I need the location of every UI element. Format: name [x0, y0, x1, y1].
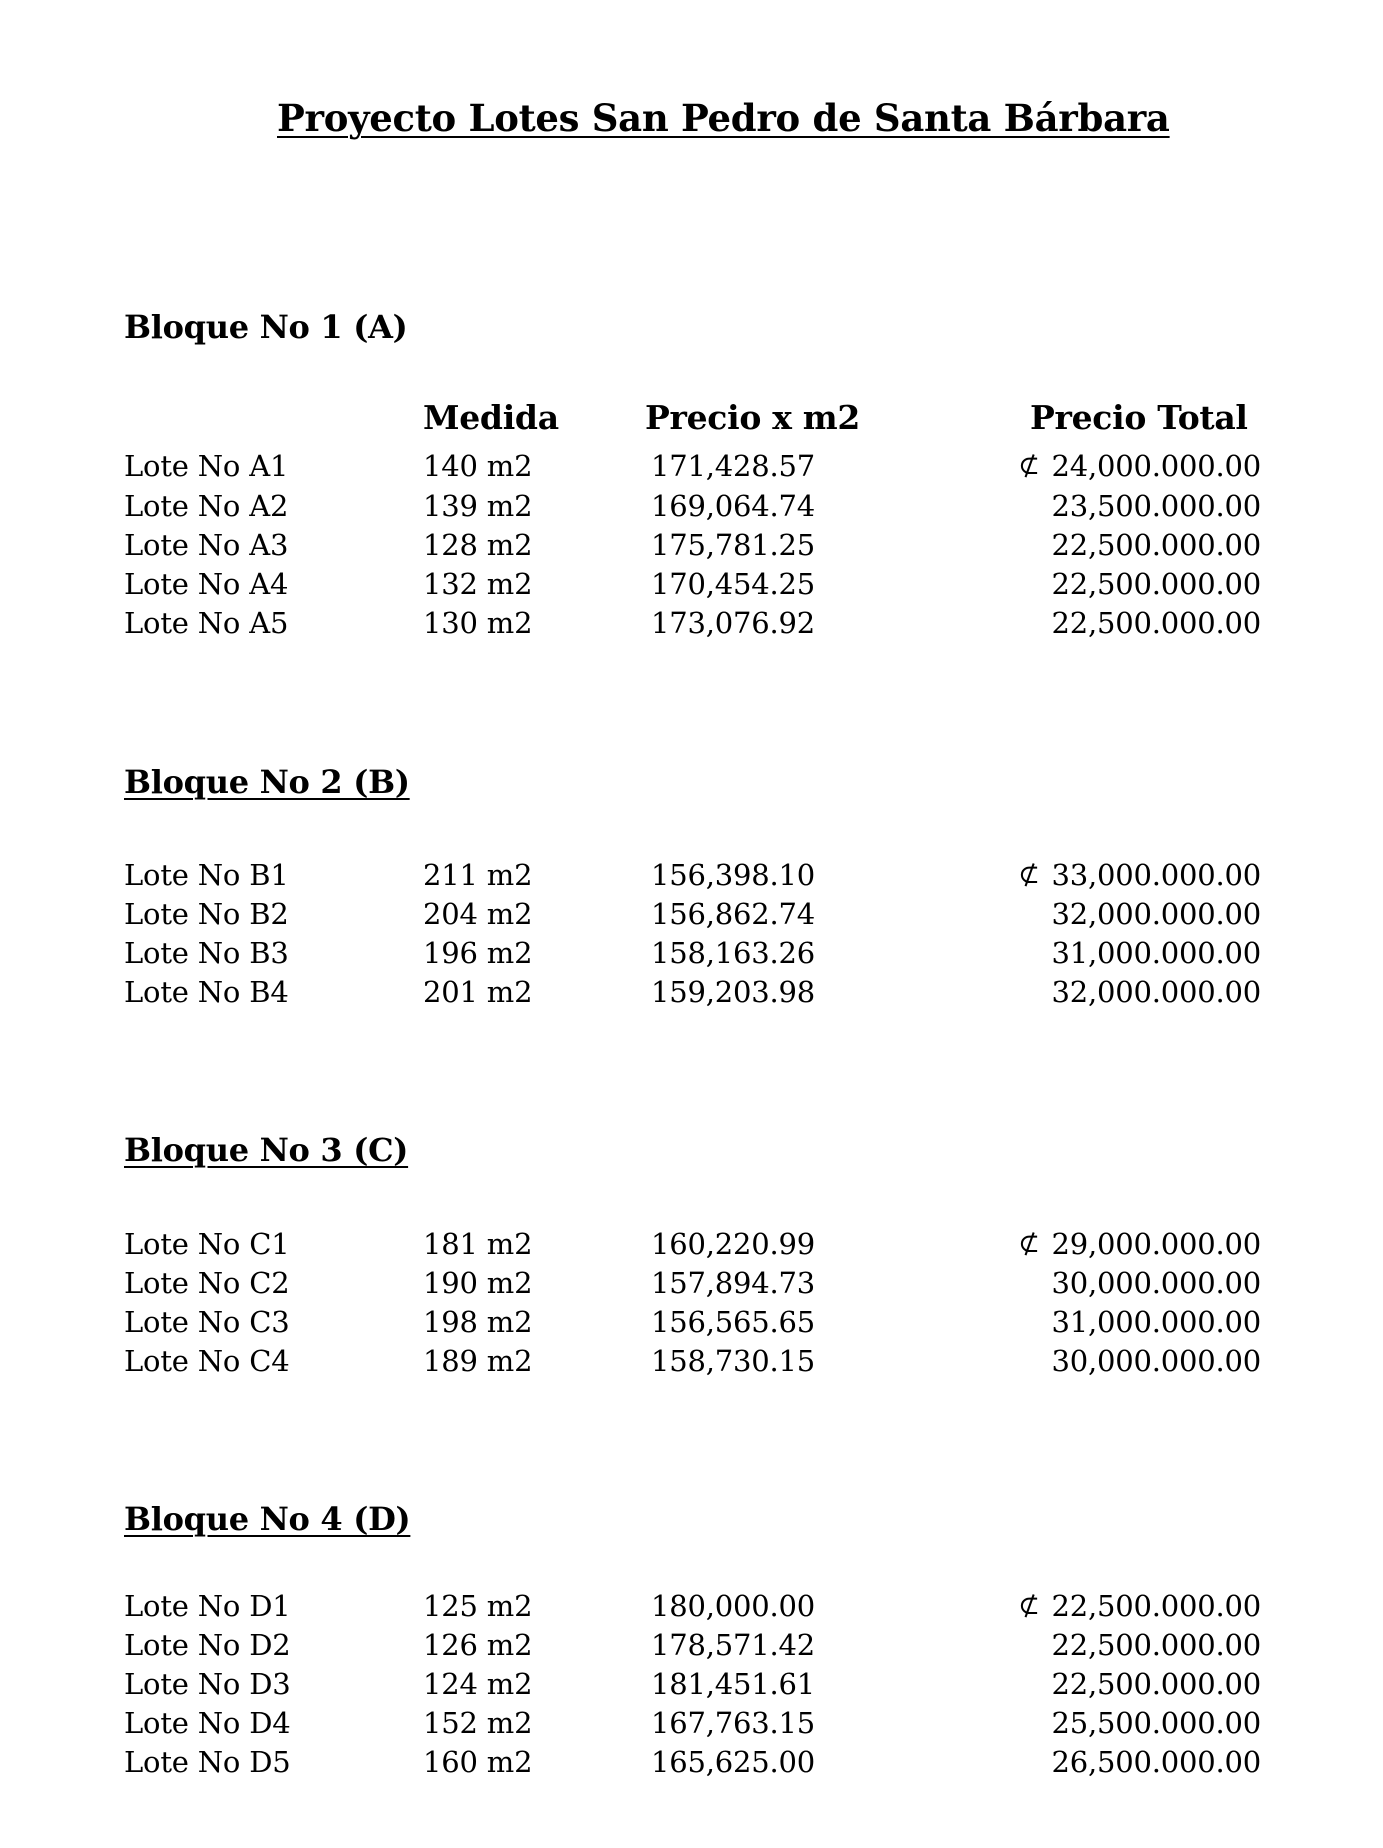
precio-total-cell: 30,000.000.00	[1051, 1266, 1261, 1300]
lote-cell: Lote No C3	[124, 1305, 290, 1339]
lote-cell: Lote No C1	[124, 1227, 290, 1261]
precio-total-cell: 33,000.000.00	[1051, 858, 1261, 892]
medida-cell: 190 m2	[423, 1266, 533, 1300]
lote-cell: Lote No B3	[124, 936, 289, 970]
table-row	[0, 486, 1383, 526]
lote-cell: Lote No D1	[124, 1589, 291, 1623]
precio-total-cell: 32,000.000.00	[1051, 897, 1261, 931]
precio-total-cell: 32,000.000.00	[1051, 975, 1261, 1009]
medida-cell: 201 m2	[423, 975, 533, 1009]
medida-cell: 128 m2	[423, 528, 533, 562]
table-row	[0, 603, 1383, 643]
medida-cell: 130 m2	[423, 606, 533, 640]
medida-cell: 160 m2	[423, 1745, 533, 1779]
precio-m2-cell: 159,203.98	[651, 975, 816, 1009]
medida-cell: 126 m2	[423, 1628, 533, 1662]
precio-total-cell: 22,500.000.00	[1051, 1589, 1261, 1623]
precio-m2-cell: 167,763.15	[651, 1706, 816, 1740]
table-row	[0, 1703, 1383, 1743]
table-row	[0, 1341, 1383, 1381]
precio-m2-cell: 173,076.92	[651, 606, 816, 640]
lote-cell: Lote No A2	[124, 489, 289, 523]
table-row	[0, 1224, 1383, 1264]
medida-cell: 152 m2	[423, 1706, 533, 1740]
table-row	[0, 446, 1383, 486]
precio-m2-cell: 165,625.00	[651, 1745, 816, 1779]
document-title: Proyecto Lotes San Pedro de Santa Bárbara	[277, 96, 1170, 140]
lote-cell: Lote No D5	[124, 1745, 291, 1779]
precio-total-cell: 25,500.000.00	[1051, 1706, 1261, 1740]
lote-cell: Lote No B1	[124, 858, 289, 892]
lote-cell: Lote No D3	[124, 1667, 291, 1701]
precio-m2-cell: 156,565.65	[651, 1305, 816, 1339]
precio-m2-cell: 175,781.25	[651, 528, 816, 562]
medida-cell: 132 m2	[423, 567, 533, 601]
precio-total-cell: 31,000.000.00	[1051, 936, 1261, 970]
precio-m2-cell: 158,730.15	[651, 1344, 816, 1378]
precio-m2-cell: 156,862.74	[651, 897, 816, 931]
precio-total-cell: 22,500.000.00	[1051, 528, 1261, 562]
precio-total-cell: 23,500.000.00	[1051, 489, 1261, 523]
precio-m2-cell: 156,398.10	[651, 858, 816, 892]
precio-m2-cell: 181,451.61	[651, 1667, 816, 1701]
medida-cell: 189 m2	[423, 1344, 533, 1378]
lote-cell: Lote No C2	[124, 1266, 290, 1300]
precio-m2-cell: 160,220.99	[651, 1227, 816, 1261]
precio-total-cell: 22,500.000.00	[1051, 1667, 1261, 1701]
lote-cell: Lote No A4	[124, 567, 289, 601]
precio-m2-cell: 180,000.00	[651, 1589, 816, 1623]
precio-m2-cell: 170,454.25	[651, 567, 816, 601]
lote-cell: Lote No D2	[124, 1628, 291, 1662]
currency-symbol: ⊄	[1018, 860, 1040, 890]
precio-total-cell: 22,500.000.00	[1051, 1628, 1261, 1662]
block-title-c: Bloque No 3 (C)	[124, 1131, 409, 1169]
table-row	[0, 972, 1383, 1012]
table-row	[0, 855, 1383, 895]
precio-total-cell: 31,000.000.00	[1051, 1305, 1261, 1339]
medida-cell: 139 m2	[423, 489, 533, 523]
block-title-d: Bloque No 4 (D)	[124, 1500, 411, 1538]
precio-total-cell: 26,500.000.00	[1051, 1745, 1261, 1779]
table-row	[0, 1664, 1383, 1704]
block-title-b: Bloque No 2 (B)	[124, 763, 410, 801]
header-medida: Medida	[423, 398, 559, 437]
precio-total-cell: 24,000.000.00	[1051, 449, 1261, 483]
header-precio-m2: Precio x m2	[645, 398, 861, 437]
medida-cell: 140 m2	[423, 449, 533, 483]
lote-cell: Lote No A3	[124, 528, 289, 562]
table-row	[0, 525, 1383, 565]
precio-m2-cell: 157,894.73	[651, 1266, 816, 1300]
medida-cell: 125 m2	[423, 1589, 533, 1623]
medida-cell: 181 m2	[423, 1227, 533, 1261]
precio-total-cell: 22,500.000.00	[1051, 606, 1261, 640]
precio-m2-cell: 158,163.26	[651, 936, 816, 970]
medida-cell: 211 m2	[423, 858, 533, 892]
table-row	[0, 933, 1383, 973]
medida-cell: 196 m2	[423, 936, 533, 970]
lote-cell: Lote No A1	[124, 449, 289, 483]
lote-cell: Lote No B4	[124, 975, 289, 1009]
currency-symbol: ⊄	[1018, 451, 1040, 481]
table-row	[0, 1586, 1383, 1626]
currency-symbol: ⊄	[1018, 1591, 1040, 1621]
medida-cell: 198 m2	[423, 1305, 533, 1339]
precio-m2-cell: 178,571.42	[651, 1628, 816, 1662]
precio-m2-cell: 169,064.74	[651, 489, 816, 523]
currency-symbol: ⊄	[1018, 1229, 1040, 1259]
table-row	[0, 1625, 1383, 1665]
medida-cell: 204 m2	[423, 897, 533, 931]
medida-cell: 124 m2	[423, 1667, 533, 1701]
lote-cell: Lote No A5	[124, 606, 289, 640]
lote-cell: Lote No C4	[124, 1344, 290, 1378]
table-row	[0, 1302, 1383, 1342]
precio-m2-cell: 171,428.57	[651, 449, 816, 483]
block-title-a: Bloque No 1 (A)	[124, 308, 408, 346]
table-row	[0, 1742, 1383, 1782]
precio-total-cell: 22,500.000.00	[1051, 567, 1261, 601]
precio-total-cell: 29,000.000.00	[1051, 1227, 1261, 1261]
precio-total-cell: 30,000.000.00	[1051, 1344, 1261, 1378]
lote-cell: Lote No B2	[124, 897, 289, 931]
table-row	[0, 894, 1383, 934]
header-precio-total: Precio Total	[1030, 398, 1248, 437]
table-row	[0, 1263, 1383, 1303]
table-row	[0, 564, 1383, 604]
lote-cell: Lote No D4	[124, 1706, 291, 1740]
